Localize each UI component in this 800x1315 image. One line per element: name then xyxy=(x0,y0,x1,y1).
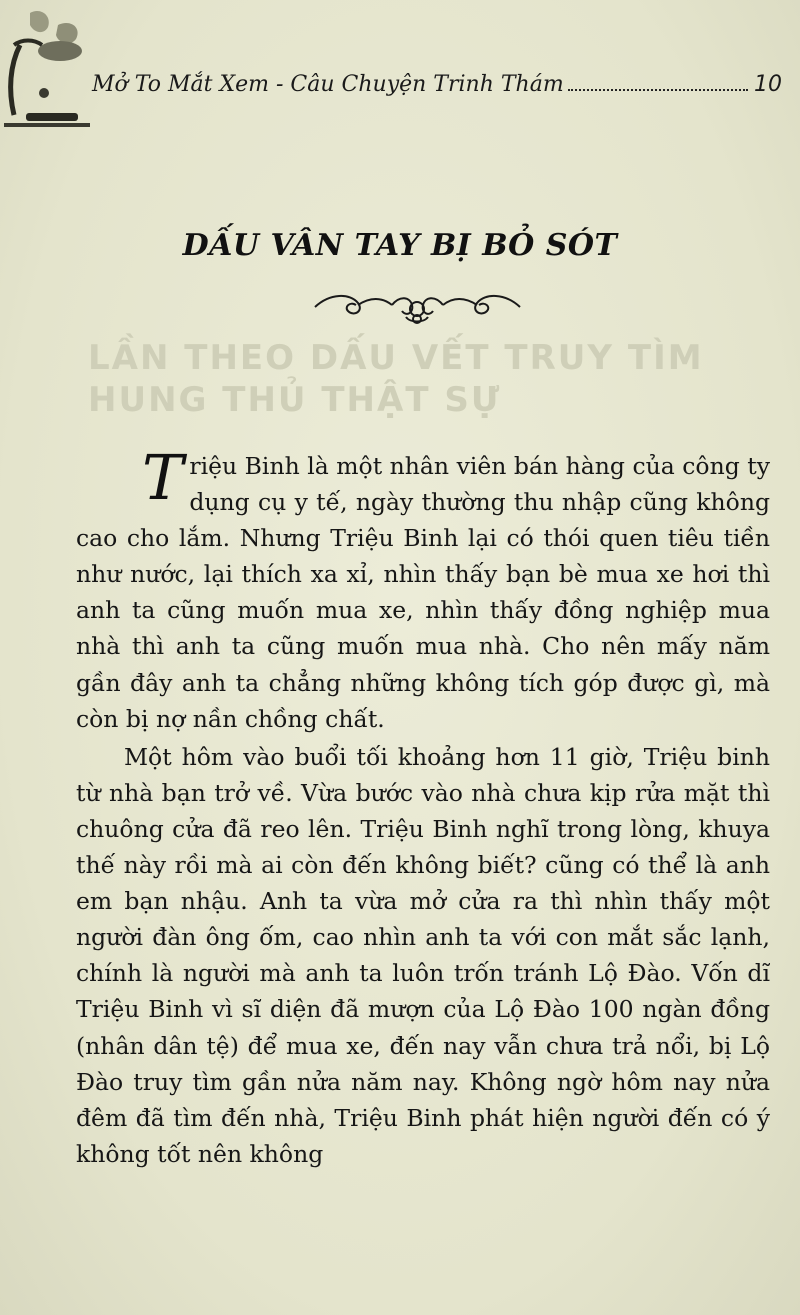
bleed-through-line-1: LẦN THEO DẤU VẾT TRUY TÌM xyxy=(88,338,704,378)
chapter-title: DẤU VÂN TAY BỊ BỎ SÓT xyxy=(182,228,618,263)
drop-cap: T xyxy=(142,441,184,514)
story-paragraph-1-text: riệu Binh là một nhân viên bán hàng của công ty dụng cụ y tế, ngày thường thu nhập cũng không cao cho lắm. Nhưng Triệu Binh lại có thói quen tiêu tiền như nước, lại thích xa xỉ, nhìn thấy bạn bè mua xe hơi thì anh ta cũng muốn mua xe, nhìn thấy đồng nghiệp mua nhà thì anh ta cũng muốn mua nhà. Cho nên mấy năm gần đây anh ta chẳng những không tích góp được gì, mà còn bị nợ nần chồng chất. xyxy=(76,452,770,733)
page-number: 10 xyxy=(754,72,782,97)
running-title: Mở To Mắt Xem - Câu Chuyện Trinh Thám xyxy=(92,72,564,97)
flourish-ornament-icon xyxy=(310,287,525,327)
bleed-through-line-2: HUNG THỦ THẬT SỰ xyxy=(88,380,502,420)
header-dot-leader xyxy=(568,88,748,91)
story-paragraph-2: Một hôm vào buổi tối khoảng hơn 11 giờ, Triệu binh từ nhà bạn trở về. Vừa bước vào nhà chưa kịp rửa mặt thì chuông cửa đã reo lên. Triệu Binh nghĩ trong lòng, khuya thế này rồi mà ai còn đến không biết? cũng có thể là anh em bạn nhậu. Anh ta vừa mở cửa ra thì nhìn thấy một người đàn ông ốm, cao nhìn anh ta với con mắt sắc lạnh, chính là người mà anh ta luôn trốn tránh Lộ Đào. Vốn dĩ Triệu Binh vì sĩ diện đã mượn của Lộ Đào 100 ngàn đồng (nhân dân tệ) để mua xe, đến nay vẫn chưa trả nổi, bị Lộ Đào truy tìm gần nửa năm nay. Không ngờ hôm nay nửa đêm đã tìm đến nhà, Triệu Binh phát hiện người đến có ý không tốt nên không xyxy=(76,742,770,1168)
story-paragraph-1 xyxy=(76,441,770,737)
lamp-illustration-icon xyxy=(0,5,95,130)
running-header xyxy=(92,72,782,108)
story-body xyxy=(76,441,770,1172)
